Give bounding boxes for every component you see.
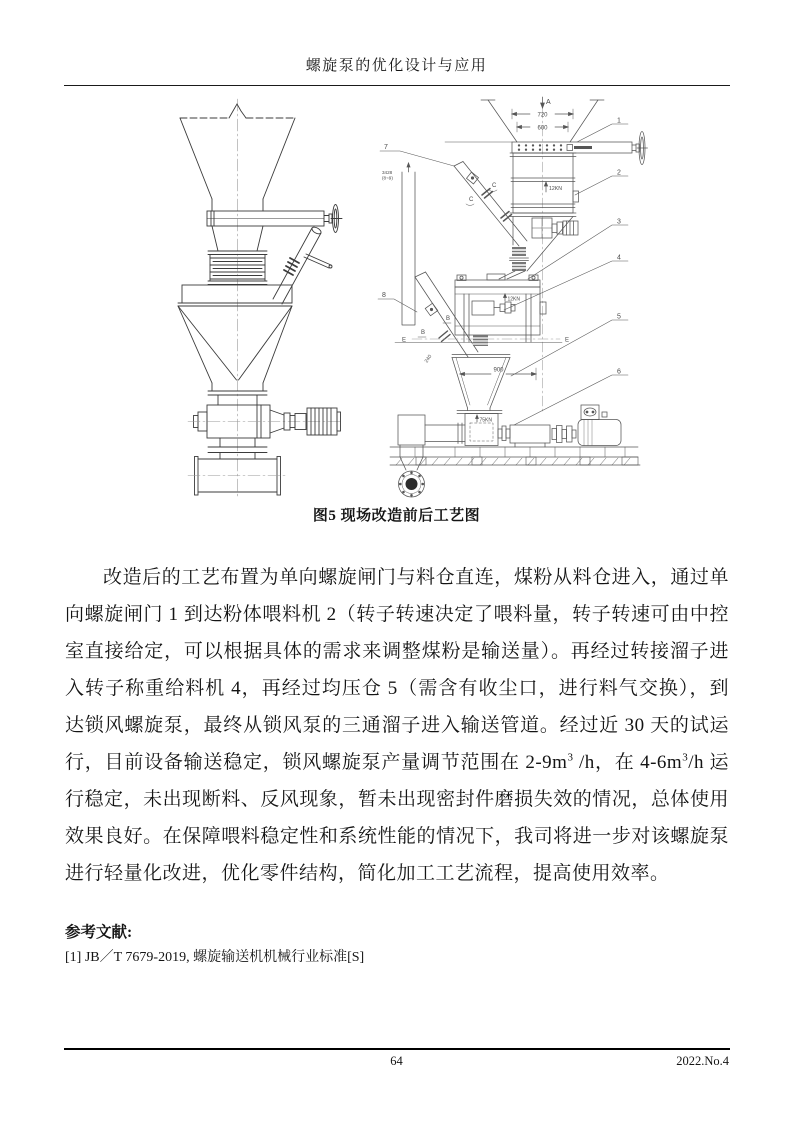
bin-load-label: 12KN — [549, 186, 562, 192]
gate-handwheel-icon — [632, 132, 648, 165]
footer-page-number: 64 — [390, 1054, 403, 1068]
lower-chute — [415, 272, 478, 364]
body-text-part3: /h 运行稳定，未出现断料、反风现象，暂未出现密封件磨损失效的情况，总体使用效果良好。在保障喂料稳定性和系统性能的情况下，我司将进一步对该螺旋泵进行轻量化改进，优化零件结构，简化加工工艺流程，提高使用效率。 — [65, 752, 730, 884]
angled-bypass-pipe — [273, 226, 332, 304]
callout-leaders — [378, 124, 628, 425]
slide-gate — [512, 142, 632, 153]
v-hopper — [178, 303, 292, 405]
handwheel-icon — [331, 205, 342, 233]
surge-bin — [510, 153, 579, 217]
duct-note: 3428 — [382, 170, 393, 175]
reference-item-1: [1] JB／T 7679-2019, 螺旋输送机机械行业标准[S] — [65, 950, 365, 965]
callout-2: 2 — [617, 169, 621, 177]
section-b-label: B — [446, 316, 451, 322]
callout-7: 7 — [384, 144, 388, 151]
section-a-label: A — [546, 99, 551, 106]
callout-3: 3 — [617, 218, 621, 226]
page-header-title: 螺旋泵的优化设计与应用 — [305, 58, 488, 74]
bin-discharge-feeder — [499, 217, 578, 280]
dim-240-label: 240 — [423, 353, 434, 365]
callout-4: 4 — [617, 254, 621, 262]
footer-rule — [64, 1048, 730, 1050]
section-a-marker — [541, 97, 551, 108]
slide-gate-valve — [207, 211, 332, 226]
superscript-3: 3 — [567, 751, 574, 764]
dim-900-label: 900 — [493, 367, 504, 374]
figure-5 — [65, 95, 730, 505]
footer-issue: 2022.No.4 — [676, 1054, 729, 1068]
body-paragraph — [65, 559, 729, 892]
pressure-equalizing-hopper — [452, 335, 536, 411]
body-text-part1: 改造后的工艺布置为单向螺旋闸门与料仓直连，煤粉从料仓进入，通过单向螺旋闸门 1 到达粉体喂料机 2（转子转速决定了喂料量，转子转速可由中控室直接给定，可以根据具体的需求来调整煤粉是输送量）。再经过转接溜子进入转子称重给料机 4，再经过均压仓 5（需含有收尘口，进行料气交换），到达锁风螺旋泵，最终从锁风泵的三通溜子进入输送管道。经过近 30 天的试运行，目前设备输送稳定，锁风螺旋泵产量调节范围在 2-9m — [65, 567, 729, 773]
pump-load-label: 75KN — [479, 417, 493, 424]
callout-6: 6 — [617, 368, 621, 376]
base-rail-and-ground — [390, 447, 640, 465]
airlock-screw-pump — [398, 411, 576, 498]
superscript-3: 3 — [682, 751, 689, 764]
callout-8: 8 — [382, 292, 386, 299]
feed-funnel — [445, 100, 604, 142]
section-c-label: C — [469, 197, 474, 203]
figure-caption: 图5 现场改造前后工艺图 — [312, 508, 481, 524]
pump-drive-motor — [578, 405, 621, 446]
body-text-part2: /h，在 4-6m — [573, 752, 683, 773]
callout-1: 1 — [617, 117, 621, 125]
dim-720-label: 720 — [537, 112, 548, 119]
callout-5: 5 — [617, 313, 621, 321]
section-b-label: B — [421, 330, 426, 336]
dim-600-label: 600 — [537, 125, 548, 132]
duct-note: (8~9) — [382, 175, 393, 181]
diagram-after-retrofit — [370, 95, 745, 505]
header-rule — [64, 85, 730, 86]
vent-duct — [382, 163, 415, 325]
section-e-label: E — [565, 337, 570, 344]
feeder-load-label: 12KN — [507, 296, 521, 303]
section-c-label: C — [492, 183, 497, 189]
references-heading: 参考文献: — [65, 924, 133, 941]
dimension-600 — [517, 122, 568, 132]
section-e-label: E — [402, 337, 407, 344]
